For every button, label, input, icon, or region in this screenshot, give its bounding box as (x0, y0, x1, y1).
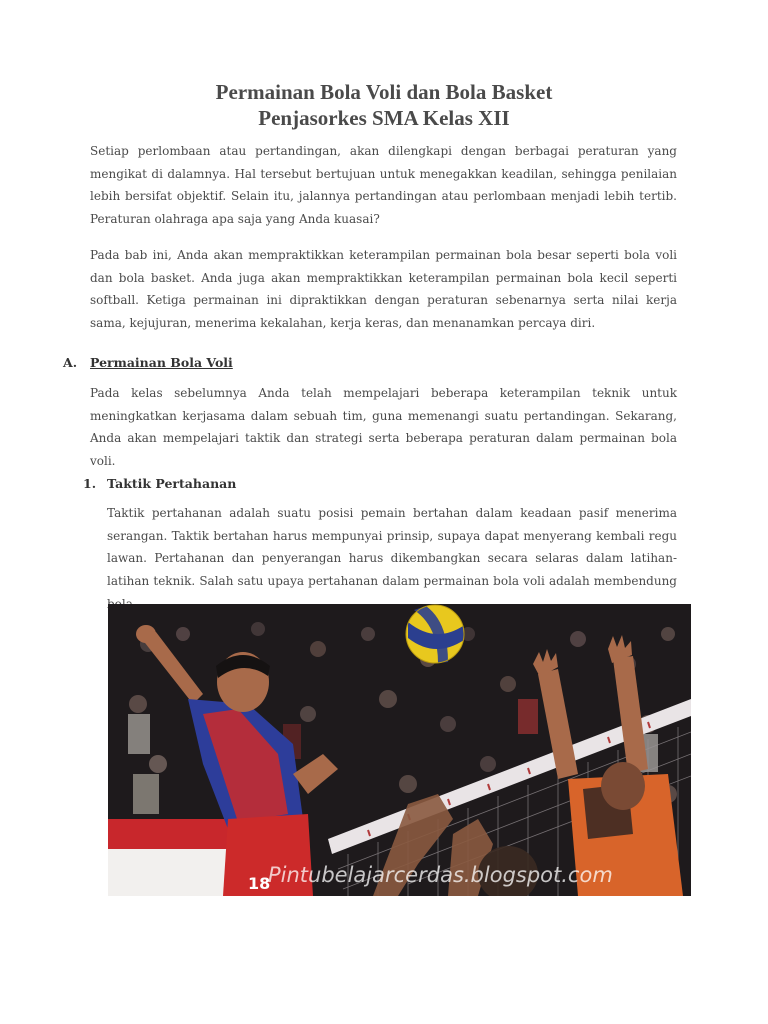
volleyball-photo-illustration (108, 604, 691, 896)
photo-watermark: Pintubelajarcerdas.blogspot.com (268, 863, 613, 887)
subsection-1-paragraph: Taktik pertahanan adalah suatu posisi pemain bertahan dalam keadaan pasif menerima serangan. Taktik bertahan harus mempunyai prinsip, supaya dapat menyerang kembali regu lawan. Pertahanan dan penyerangan harus dikembangkan secara selaras dalam latihan-latihan teknik. Salah satu upaya pertahanan dalam permainan bola voli adalah membendung (107, 506, 677, 589)
flag-red (108, 819, 228, 849)
subsection-1-title: Taktik Pertahanan (107, 476, 237, 491)
jersey-number: 18 (248, 874, 271, 893)
section-a-paragraph: Pada kelas sebelumnya Anda telah mempelajari beberapa keterampilan teknik untuk meningkatkan kerjasama dalam sebuah tim, guna memenangi suatu pertandingan. Sekarang, Anda akan mempelajari taktik dan strategi serta beberapa peraturan dalam permainan bola voli. (90, 386, 677, 469)
document-title-line-2: Penjasorkes SMA Kelas XII (258, 106, 510, 130)
subsection-1-marker: 1. (83, 476, 97, 491)
intro-paragraph-2: Pada bab ini, Anda akan mempraktikkan keterampilan permainan bola besar seperti bola voli dan bola basket. Anda juga akan mempraktikkan keterampilan permainan bola kecil seperti softball. Ketiga permainan ini dipraktikkan dengan peraturan sebenarnya serta nilai kerja sama, kejujuran, menerima kekalahan, kerja keras, dan menanamkan percaya diri. (90, 248, 677, 331)
flag-white (108, 849, 228, 896)
subsection-1-heading (83, 476, 236, 491)
section-a-heading (63, 355, 233, 370)
volleyball-ball (406, 605, 464, 663)
section-a-title: Permainan Bola Voli (90, 355, 233, 370)
volleyball-photo (108, 604, 691, 896)
document-title-line-1: Permainan Bola Voli dan Bola Basket (215, 80, 553, 104)
section-a-marker: A. (63, 355, 78, 370)
intro-paragraph-1: Setiap perlombaan atau pertandingan, akan dilengkapi dengan berbagai peraturan yang mengikat di dalamnya. Hal tersebut bertujuan untuk menegakkan keadilan, sehingga penilaian lebih bersifat objektif. Selain itu, jalannya pertandingan atau perlombaan menjadi lebih tertib. Peraturan olahraga apa saja yang Anda kuasai? (90, 144, 677, 227)
